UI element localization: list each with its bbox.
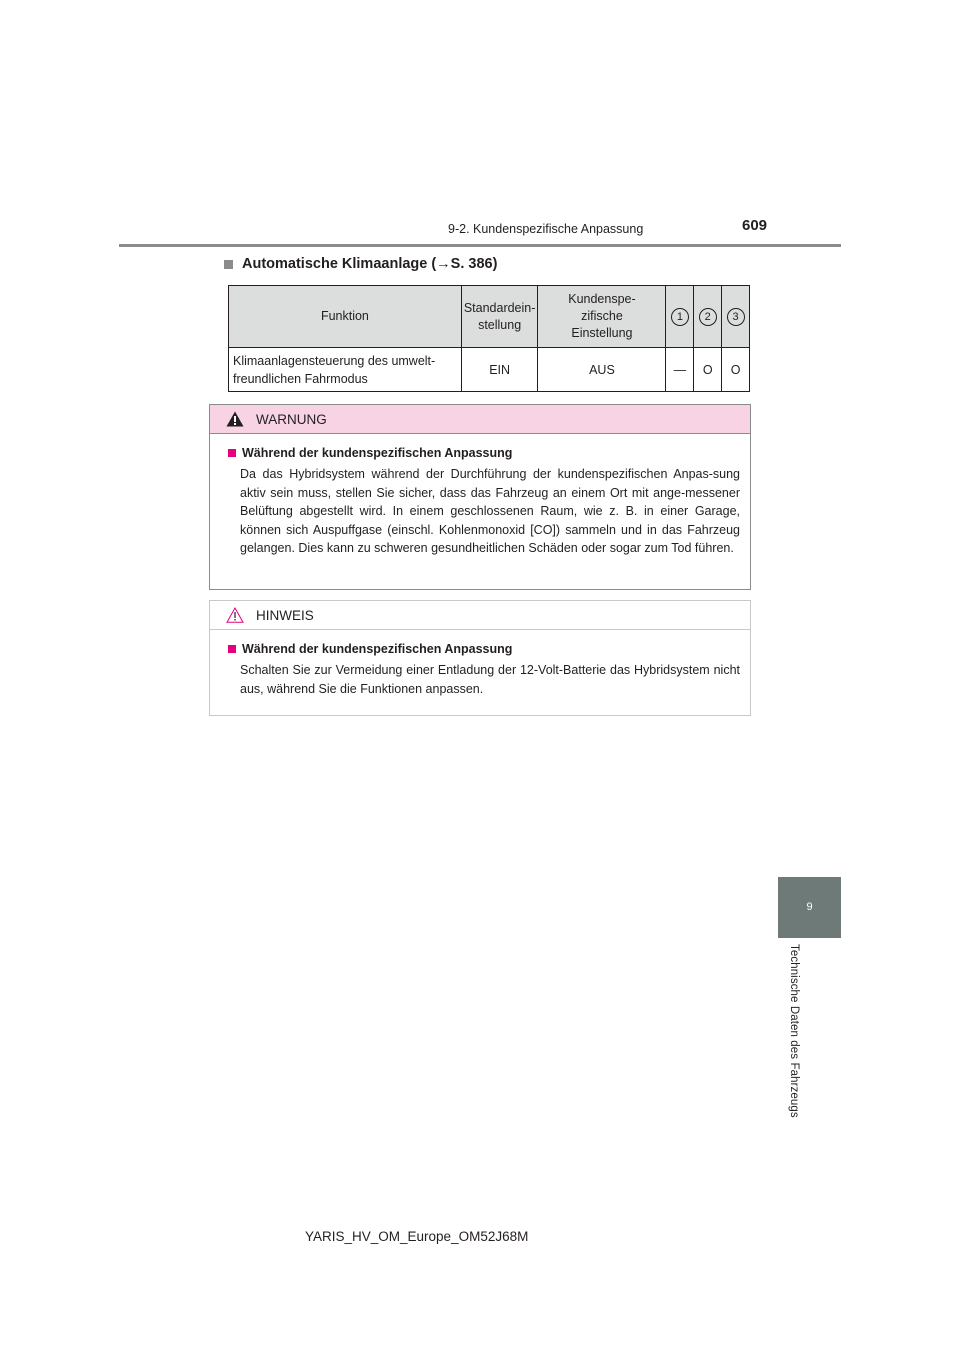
warning-header [210, 405, 750, 434]
notice-subheading [228, 642, 740, 656]
notice-title: HINWEIS [256, 607, 314, 623]
section-bullet-icon [224, 260, 233, 269]
table-cell-method-2: O [694, 348, 722, 392]
warning-box [209, 404, 751, 590]
warning-body [210, 434, 750, 558]
pink-bullet-icon [228, 449, 236, 457]
warning-heading-text: Während der kundenspezifischen Anpassung [242, 446, 513, 460]
table-cell-method-3: O [722, 348, 750, 392]
warning-triangle-outline-icon [226, 607, 244, 623]
table-cell-default: EIN [461, 348, 538, 392]
page-number: 609 [742, 217, 768, 234]
circled-2-icon: 2 [699, 308, 717, 326]
section-title [224, 256, 497, 272]
running-header-section: 9-2. Kundenspezifische Anpassung [448, 222, 644, 236]
warning-subheading [228, 446, 740, 460]
chapter-label: Technische Daten des Fahrzeugs [788, 944, 800, 1118]
notice-header [210, 601, 750, 630]
table-cell-custom: AUS [538, 348, 666, 392]
chapter-tab [778, 877, 841, 936]
table-header-cell [722, 286, 750, 348]
footer-document-id: YARIS_HV_OM_Europe_OM52J68M [305, 1229, 529, 1244]
circled-3-icon: 3 [727, 308, 745, 326]
table-header-row [229, 286, 750, 348]
section-title-text: Automatische Klimaanlage (→S. 386) [242, 256, 498, 272]
table-cell-function: Klimaanlagensteuerung des umwelt- freundlichen Fahrmodus [229, 348, 462, 392]
table-header-cell: Kundenspe- zifische Einstellung [538, 286, 666, 348]
circled-1-icon: 1 [671, 308, 689, 326]
table-row [229, 348, 750, 392]
table-cell-method-1: — [666, 348, 694, 392]
table-header-cell: Funktion [229, 286, 462, 348]
notice-body [210, 630, 750, 698]
header-divider [119, 244, 841, 247]
table-header-cell [666, 286, 694, 348]
pink-bullet-icon [228, 645, 236, 653]
notice-box [209, 600, 751, 716]
customization-table [228, 285, 750, 392]
chapter-tab-divider [778, 936, 841, 938]
table-header-cell: Standardein- stellung [461, 286, 538, 348]
warning-title: WARNUNG [256, 411, 327, 427]
table-header-cell [694, 286, 722, 348]
warning-text: Da das Hybridsystem während der Durchführung der kundenspezifischen Anpas-sung aktiv sein muss, stellen Sie sicher, dass das Fahrzeug an einem Ort mit ange-messener Belüftung abgestellt wird. In einem geschlossenen Raum, wie z. B. in einer Garage, können sich Auspuffgase (einschl. Kohlenmonoxid [CO]) sammeln und in das Fahrzeug gelangen. Dies kann zu schweren gesundheitlichen Schäden oder sogar zum Tod führen. [240, 467, 740, 555]
chapter-number: 9 [806, 900, 813, 913]
warning-triangle-filled-icon [226, 411, 244, 427]
notice-text: Schalten Sie zur Vermeidung einer Entladung der 12-Volt-Batterie das Hybridsystem nicht aus, während Sie die Funktionen anpassen. [240, 663, 740, 696]
notice-heading-text: Während der kundenspezifischen Anpassung [242, 642, 513, 656]
